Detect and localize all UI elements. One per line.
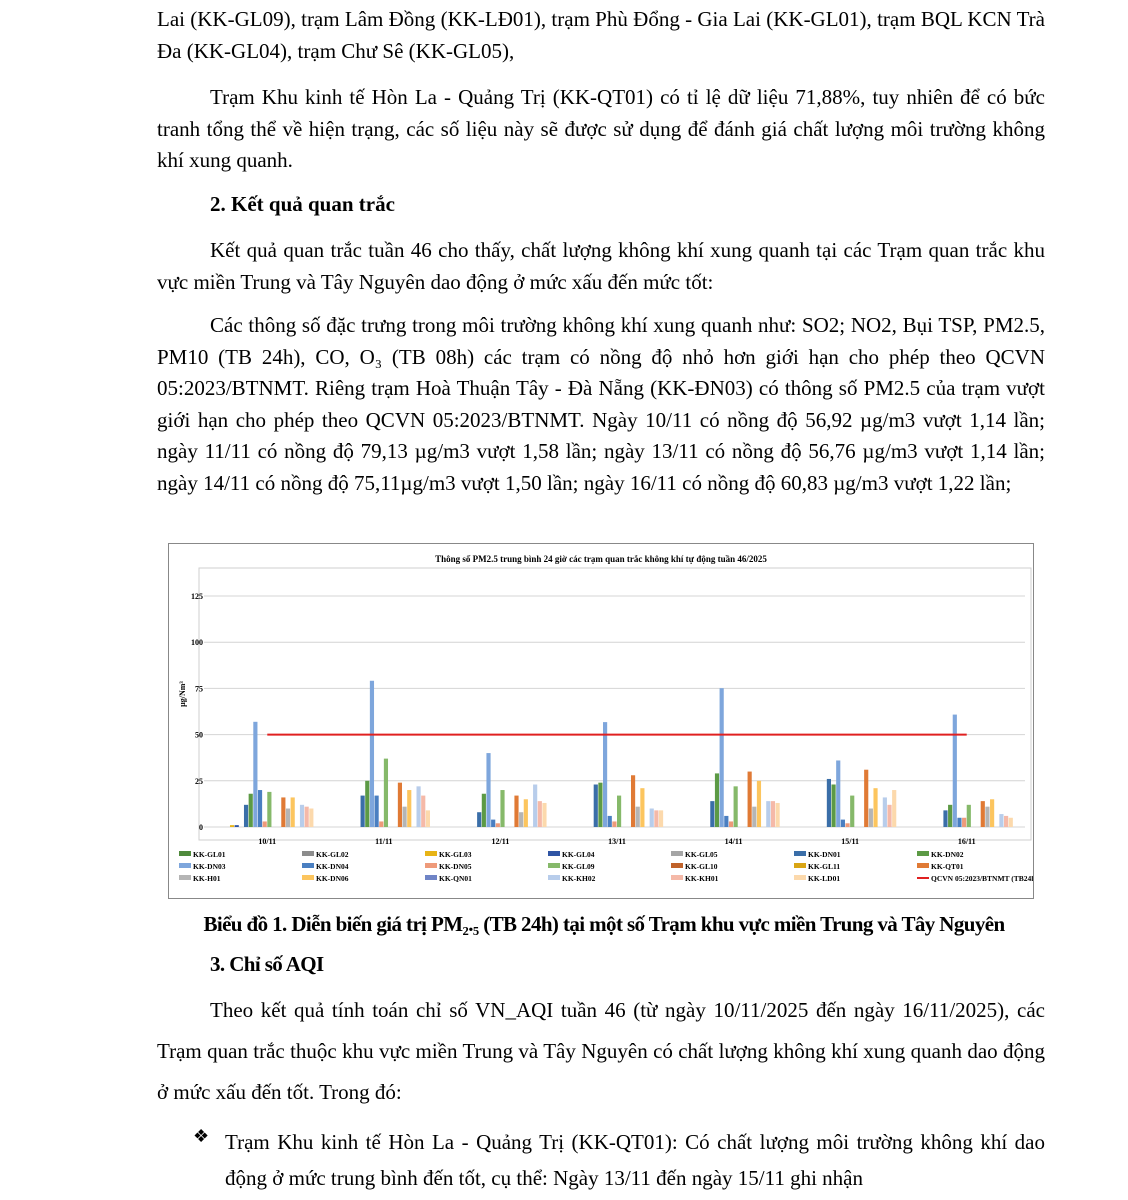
- bar-kk-dn01-13-11: [594, 784, 598, 827]
- bar-kk-ld01-13-11: [659, 810, 663, 827]
- bar-kk-kh01-14-11: [771, 801, 775, 827]
- bar-kk-qt01-16-11: [981, 801, 985, 827]
- bar-kk-dn02-13-11: [598, 783, 602, 827]
- bar-kk-dn01-15-11: [827, 779, 831, 827]
- x-tick-label: 12/11: [491, 837, 510, 846]
- legend-swatch-kk-dn05: [425, 863, 437, 868]
- legend-swatch-kk-gl10: [671, 863, 683, 868]
- bar-kk-kh01-11-11: [421, 796, 425, 827]
- bar-kk-h01-11-11: [403, 807, 407, 827]
- diamond-bullet-icon: ❖: [193, 1126, 210, 1146]
- legend-label: KK-DN04: [316, 862, 349, 871]
- bar-kk-gl09-11-11: [384, 759, 388, 827]
- bar-kk-kh02-11-11: [416, 786, 420, 827]
- bar-kk-h01-10-11: [286, 809, 290, 827]
- paragraph-qt01: Trạm Khu kinh tế Hòn La - Quảng Trị (KK-QT01): Có chất lượng môi trường không khí dao động ở mức trung bình đến tốt, cụ thể: Ngày 13/11 đến ngày 15/11 ghi nhận: [225, 1130, 1045, 1190]
- chart-caption: Biểu đồ 1. Diễn biến giá trị PM₂.₅ (TB 24h) tại một số Trạm khu vực miền Trung và Tây Nguyên: [203, 912, 1005, 936]
- legend-swatch-kk-h01: [179, 875, 191, 880]
- legend-swatch-kk-gl11: [794, 863, 806, 868]
- bar-kk-ld01-10-11: [309, 809, 313, 827]
- legend-label: KK-DN03: [193, 862, 226, 871]
- legend-swatch-kk-qt01: [917, 863, 929, 868]
- section-heading-aqi: 3. Chỉ số AQI: [210, 952, 324, 976]
- legend-label: KK-DN01: [808, 850, 841, 859]
- legend-swatch-kk-dn02: [917, 851, 929, 856]
- bar-kk-dn04-14-11: [724, 816, 728, 827]
- legend-label: KK-GL01: [193, 850, 226, 859]
- bar-kk-dn01-14-11: [710, 801, 714, 827]
- bar-kk-kh01-12-11: [538, 801, 542, 827]
- chart-title: Thông số PM2.5 trung bình 24 giờ các trạm quan trắc không khí tự động tuần 46/2025: [435, 554, 767, 564]
- legend-label: KK-DN06: [316, 874, 349, 883]
- bar-kk-dn04-10-11: [258, 790, 262, 827]
- y-tick-label: 25: [195, 776, 203, 786]
- bar-kk-gl09-13-11: [617, 796, 621, 827]
- paragraph-continuation: Lai (KK-GL09), trạm Lâm Đồng (KK-LĐ01), trạm Phù Đổng - Gia Lai (KK-GL01), trạm BQL KCN Trà Đa (KK-GL04), trạm Chư Sê (KK-GL05),: [157, 7, 1045, 63]
- x-tick-label: 13/11: [608, 837, 626, 846]
- bar-kk-h01-13-11: [636, 807, 640, 827]
- bar-kk-dn06-11-11: [407, 790, 411, 827]
- bar-kk-dn03-13-11: [603, 722, 607, 827]
- bar-kk-ld01-11-11: [426, 810, 430, 827]
- legend-label: KK-GL04: [562, 850, 595, 859]
- bar-kk-qt01-14-11: [748, 772, 752, 827]
- bar-kk-dn05-13-11: [612, 821, 616, 827]
- legend-label: KK-KH02: [562, 874, 596, 883]
- bar-kk-dn06-14-11: [757, 781, 761, 827]
- legend-swatch-kk-kh01: [671, 875, 683, 880]
- bar-kk-dn02-11-11: [365, 781, 369, 827]
- bar-kk-dn05-15-11: [845, 823, 849, 827]
- bar-kk-dn02-12-11: [482, 794, 486, 827]
- bar-kk-dn02-15-11: [831, 784, 835, 827]
- bar-kk-dn06-10-11: [291, 797, 295, 827]
- legend-swatch-kk-gl04: [548, 851, 560, 856]
- legend-label: KK-DN05: [439, 862, 472, 871]
- bar-kk-kh01-15-11: [887, 805, 891, 827]
- bar-kk-dn01-10-11: [244, 805, 248, 827]
- legend-swatch-kk-gl01: [179, 851, 191, 856]
- section-heading-results: 2. Kết quả quan trắc: [210, 192, 395, 216]
- bar-kk-dn04-13-11: [608, 816, 612, 827]
- pm25-chart-svg: [169, 544, 1033, 898]
- x-tick-label: 10/11: [258, 837, 277, 846]
- bar-kk-ld01-15-11: [892, 790, 896, 827]
- pm25-chart: [168, 543, 1034, 899]
- legend-swatch-kk-gl05: [671, 851, 683, 856]
- bar-kk-ld01-14-11: [776, 803, 780, 827]
- bar-kk-gl04-10-11: [235, 825, 239, 827]
- bar-kk-dn03-10-11: [253, 722, 257, 827]
- bar-kk-dn04-11-11: [375, 796, 379, 827]
- bar-kk-dn05-11-11: [379, 821, 383, 827]
- bar-kk-kh01-13-11: [654, 810, 658, 827]
- bar-kk-dn03-14-11: [720, 688, 724, 827]
- legend-label: KK-GL05: [685, 850, 718, 859]
- legend-label: KK-QN01: [439, 874, 472, 883]
- legend-swatch-kk-dn03: [179, 863, 191, 868]
- bar-kk-dn05-12-11: [496, 823, 500, 827]
- plot-area: [199, 568, 1031, 840]
- bar-kk-dn02-10-11: [249, 794, 253, 827]
- legend-label: KK-GL10: [685, 862, 718, 871]
- bar-kk-dn02-16-11: [948, 805, 952, 827]
- bar-kk-kh01-16-11: [1004, 816, 1008, 827]
- bar-kk-gl09-14-11: [734, 786, 738, 827]
- bar-kk-kh02-12-11: [533, 784, 537, 827]
- bar-kk-gl09-12-11: [500, 790, 504, 827]
- y-tick-label: 125: [191, 592, 203, 601]
- legend-swatch-kk-kh02: [548, 875, 560, 880]
- bar-kk-dn01-12-11: [477, 812, 481, 827]
- legend-label: KK-GL09: [562, 862, 595, 871]
- bar-kk-dn05-14-11: [729, 821, 733, 827]
- x-tick-label: 15/11: [841, 837, 860, 846]
- legend-swatch-kk-dn06: [302, 875, 314, 880]
- bar-kk-dn06-15-11: [873, 788, 877, 827]
- bar-kk-dn04-12-11: [491, 820, 495, 827]
- legend-swatch-kk-gl02: [302, 851, 314, 856]
- bar-kk-kh02-14-11: [766, 801, 770, 827]
- bar-kk-h01-12-11: [519, 812, 523, 827]
- bar-kk-kh02-15-11: [883, 797, 887, 827]
- bar-kk-dn06-13-11: [640, 788, 644, 827]
- bar-kk-dn06-16-11: [990, 799, 994, 827]
- legend-label: QCVN 05:2023/BTNMT (TB24h): [931, 874, 1033, 883]
- legend-label: KK-GL02: [316, 850, 349, 859]
- bar-kk-gl03-10-11: [230, 825, 234, 827]
- bar-kk-qt01-11-11: [398, 783, 402, 827]
- legend-label: KK-LD01: [808, 874, 841, 883]
- y-tick-label: 50: [195, 730, 203, 740]
- bar-kk-kh02-16-11: [999, 814, 1003, 827]
- legend-swatch-kk-qn01: [425, 875, 437, 880]
- paragraph-parameters: Các thông số đặc trưng trong môi trường không khí xung quanh như: SO2; NO2, Bụi TSP, PM2.5, PM10 (TB 24h), CO, O₃ (TB 08h) các trạm có nồng độ nhỏ hơn giới hạn cho phép theo QCVN 05:2023/BTNMT. Riêng trạm Hoà Thuận Tây - Đà Nẵng (KK-ĐN03) có thông số PM2.5 của trạm vượt giới hạn cho phép theo QCVN 05:2023/BTNMT. Ngày 10/11 có nồng độ 56,92 µg/m3 vượt 1,14 lần; ngày 11/11 có nồng độ 79,13 µg/m3 vượt 1,58 lần; ngày 13/11 có nồng độ 56,76 µg/m3 vượt 1,14 lần; ngày 14/11 có nồng độ 75,11µg/m3 vượt 1,50 lần; ngày 16/11 có nồng độ 60,83 µg/m3 vượt 1,22 lần;: [157, 313, 1045, 495]
- bar-kk-gl09-16-11: [967, 805, 971, 827]
- legend-swatch-kk-dn01: [794, 851, 806, 856]
- bar-kk-dn03-15-11: [836, 760, 840, 827]
- legend-swatch-kk-gl09: [548, 863, 560, 868]
- legend-label: KK-H01: [193, 874, 221, 883]
- bar-kk-dn03-12-11: [486, 753, 490, 827]
- y-tick-label: 75: [195, 684, 203, 694]
- paragraph-results-intro: Kết quả quan trắc tuần 46 cho thấy, chất lượng không khí xung quanh tại các Trạm quan trắc khu vực miền Trung và Tây Nguyên dao động ở mức xấu đến mức tốt:: [157, 238, 1045, 294]
- legend-label: KK-KH01: [685, 874, 719, 883]
- bar-kk-dn01-11-11: [361, 796, 365, 827]
- bar-kk-dn04-16-11: [957, 818, 961, 827]
- bar-kk-dn03-11-11: [370, 681, 374, 827]
- bar-kk-dn05-10-11: [263, 821, 267, 827]
- bar-kk-gl09-10-11: [267, 792, 271, 827]
- bar-kk-gl09-15-11: [850, 796, 854, 827]
- legend-label: KK-DN02: [931, 850, 964, 859]
- bar-kk-dn06-12-11: [524, 799, 528, 827]
- bar-kk-dn02-14-11: [715, 773, 719, 827]
- x-tick-label: 14/11: [724, 837, 743, 846]
- bar-kk-dn03-16-11: [953, 715, 957, 827]
- bar-kk-kh02-13-11: [650, 809, 654, 827]
- legend-swatch-kk-gl03: [425, 851, 437, 856]
- bar-kk-ld01-12-11: [542, 803, 546, 827]
- bar-kk-dn01-16-11: [943, 810, 947, 827]
- bar-kk-qt01-12-11: [514, 796, 518, 827]
- bar-kk-kh01-10-11: [305, 807, 309, 827]
- bar-kk-ld01-16-11: [1009, 818, 1013, 827]
- bar-kk-dn05-16-11: [962, 818, 966, 827]
- paragraph-data-rate: Trạm Khu kinh tế Hòn La - Quảng Trị (KK-QT01) có tỉ lệ dữ liệu 71,88%, tuy nhiên để có bức tranh tổng thể về hiện trạng, các số liệu này sẽ được sử dụng để đánh giá chất lượng môi trường không khí xung quanh.: [157, 85, 1045, 172]
- paragraph-aqi: Theo kết quả tính toán chỉ số VN_AQI tuần 46 (từ ngày 10/11/2025 đến ngày 16/11/2025), các Trạm quan trắc thuộc khu vực miền Trung và Tây Nguyên có chất lượng không khí xung quanh dao động ở mức xấu đến tốt. Trong đó:: [157, 998, 1045, 1104]
- legend-swatch-kk-dn04: [302, 863, 314, 868]
- bar-kk-qt01-10-11: [281, 797, 285, 827]
- bar-kk-h01-15-11: [869, 809, 873, 827]
- x-tick-label: 16/11: [957, 837, 976, 846]
- y-tick-label: 0: [199, 823, 203, 832]
- y-axis-label: µg/Nm³: [178, 681, 187, 707]
- bar-kk-h01-14-11: [752, 807, 756, 827]
- bar-kk-qt01-13-11: [631, 775, 635, 827]
- bar-kk-kh02-10-11: [300, 805, 304, 827]
- legend-swatch-kk-ld01: [794, 875, 806, 880]
- bar-kk-dn04-15-11: [841, 820, 845, 827]
- legend-label: KK-GL11: [808, 862, 841, 871]
- x-tick-label: 11/11: [375, 837, 393, 846]
- bar-kk-h01-16-11: [985, 807, 989, 827]
- bar-kk-qt01-15-11: [864, 770, 868, 827]
- legend-label: KK-QT01: [931, 862, 964, 871]
- legend-label: KK-GL03: [439, 850, 472, 859]
- y-tick-label: 100: [191, 638, 203, 648]
